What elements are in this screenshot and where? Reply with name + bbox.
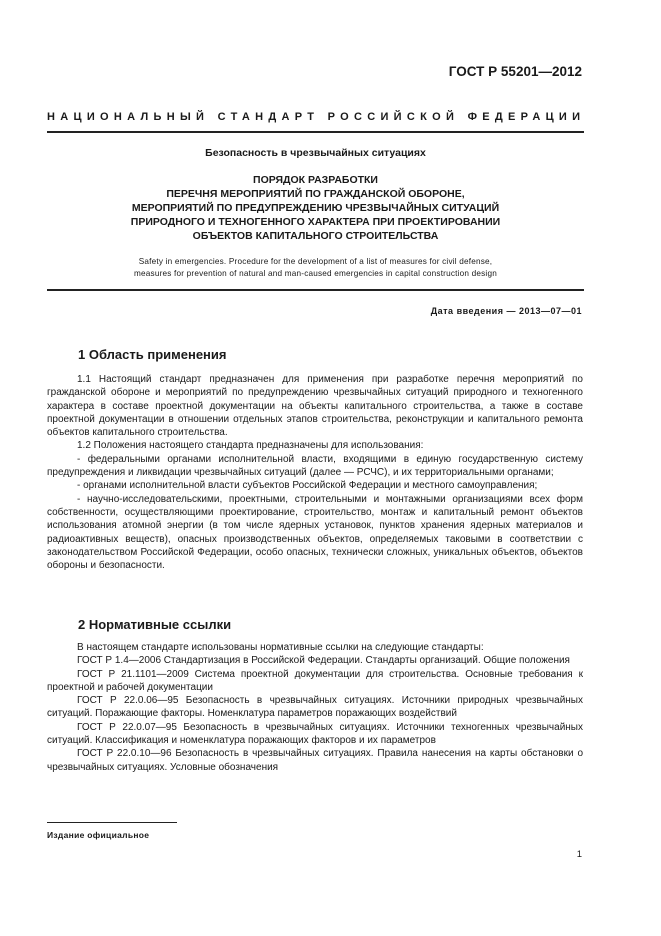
paragraph: В настоящем стандарте использованы нормативные ссылки на следующие стандарты: xyxy=(77,642,484,653)
document-title xyxy=(47,173,584,243)
reference-item: ГОСТ Р 1.4—2006 Стандартизация в Российской Федерации. Стандарты организаций. Общие положения xyxy=(77,655,570,667)
title-line: ПОРЯДОК РАЗРАБОТКИ xyxy=(253,174,378,186)
reference-item: ГОСТ Р 22.0.10—96 Безопасность в чрезвычайных ситуациях. Правила нанесения на карты обстановки о чрезвычайных ситуациях. Условные обозначения xyxy=(47,748,583,773)
official-edition-note: Издание официальное xyxy=(47,830,150,840)
title-line: ПРИРОДНОГО И ТЕХНОГЕННОГО ХАРАКТЕРА ПРИ ПРОЕКТИРОВАНИИ xyxy=(130,216,501,228)
reference-item: ГОСТ Р 22.0.07—95 Безопасность в чрезвычайных ситуациях. Источники техногенных чрезвычайных ситуаций. Классификация и номенклатура поражающих факторов и их параметров xyxy=(47,721,583,747)
reference-item: ГОСТ Р 21.1101—2009 Система проектной документации для строительства. Основные требования к проектной и рабочей документации xyxy=(47,668,583,693)
title-divider xyxy=(47,289,584,291)
english-title xyxy=(47,256,584,280)
national-standard-banner: НАЦИОНАЛЬНЫЙ СТАНДАРТ РОССИЙСКОЙ ФЕДЕРАЦИИ xyxy=(47,111,586,123)
title-line: ПЕРЕЧНЯ МЕРОПРИЯТИЙ ПО ГРАЖДАНСКОЙ ОБОРОНЕ, xyxy=(166,188,465,200)
page-number: 1 xyxy=(576,849,582,860)
reference-item: ГОСТ Р 22.0.06—95 Безопасность в чрезвычайных ситуациях. Источники природных чрезвычайных ситуаций. Поражающие факторы. Номенклатура параметров поражающих воздействий xyxy=(47,695,583,720)
paragraph: 1.2 Положения настоящего стандарта предназначены для использования: xyxy=(77,440,424,452)
header-divider xyxy=(47,131,584,133)
standard-code: ГОСТ Р 55201—2012 xyxy=(448,64,582,79)
section-1-heading: 1 Область применения xyxy=(78,347,227,362)
footer-divider xyxy=(47,822,177,823)
english-title-line: Safety in emergencies. Procedure for the development of a list of measures for civil defense, xyxy=(138,257,493,266)
list-item: - научно-исследовательскими, проектными, строительными и монтажными организациями всех форм собственности, осуществляющими проектирование, строительство, монтаж и капитальный ремонт объектов использования атомной энергии (в том числе ядерных установок, пунктов хранения ядерных материалов и радиоактивных веществ), опасных производственных объектов, определяемых таковыми в соответствии с законодательством Российской Федерации, особо опасных, технически сложных, уникальных объектов, объектов обороны и безопасности. xyxy=(47,493,583,572)
introduction-date: Дата введения — 2013—07—01 xyxy=(430,306,582,316)
section-2-body xyxy=(47,641,583,774)
paragraph: 1.1 Настоящий стандарт предназначен для применения при разработке перечня мероприятий по гражданской обороне и мероприятий по предупреждению чрезвычайных ситуаций природного и техногенного характера в составе проектной документации на объекты капитального строительства, а также в составе проектной документации в отношении отдельных этапов строительства, реконструкции и капитального ремонта объектов капитального строительства. xyxy=(47,374,583,439)
section-2-heading: 2 Нормативные ссылки xyxy=(78,617,232,632)
title-line: ОБЪЕКТОВ КАПИТАЛЬНОГО СТРОИТЕЛЬСТВА xyxy=(192,230,439,242)
title-line: МЕРОПРИЯТИЙ ПО ПРЕДУПРЕЖДЕНИЮ ЧРЕЗВЫЧАЙНЫХ СИТУАЦИЙ xyxy=(131,202,500,214)
list-item: - органами исполнительной власти субъектов Российской Федерации и местного самоуправления; xyxy=(77,480,538,492)
section-1-body xyxy=(47,373,583,572)
list-item: - федеральными органами исполнительной власти, входящими в единую государственную систему предупреждения и ликвидации чрезвычайных ситуаций (далее — РСЧС), и их территориальными органами; xyxy=(47,453,583,479)
english-title-line: measures for prevention of natural and man-caused emergencies in capital construction design xyxy=(134,269,497,278)
document-subject: Безопасность в чрезвычайных ситуациях xyxy=(205,147,426,159)
